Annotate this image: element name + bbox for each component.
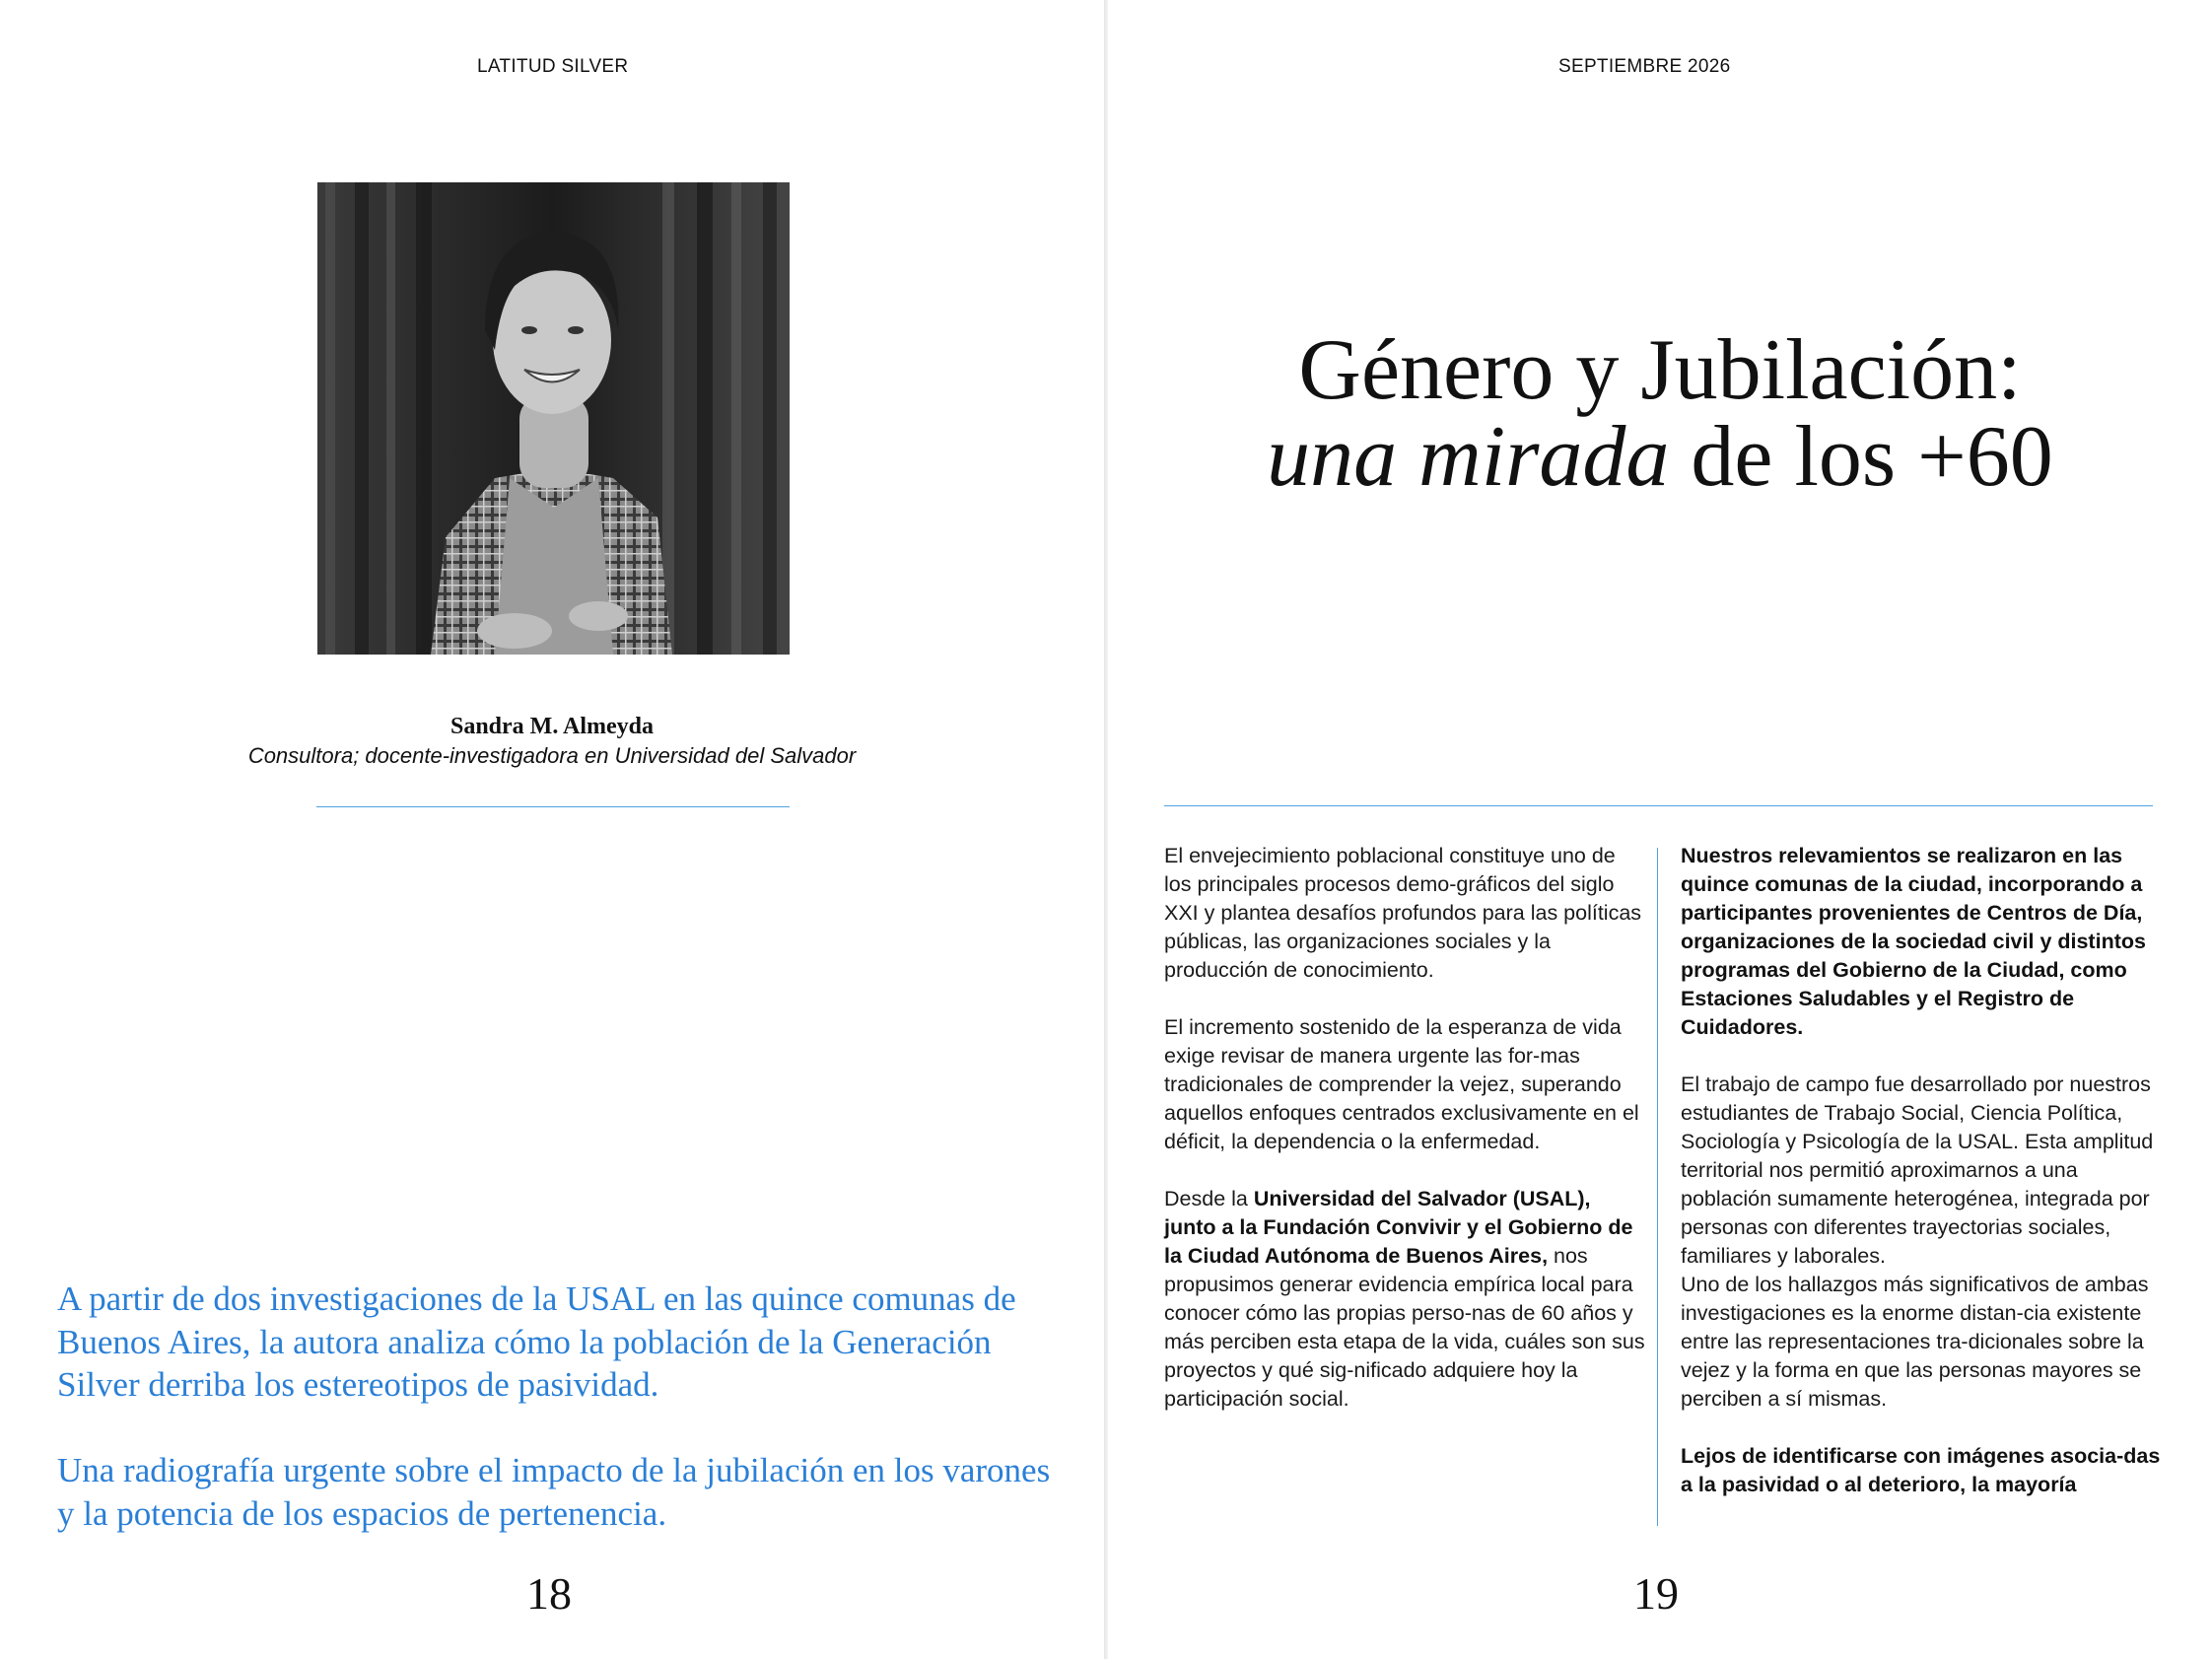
body-paragraph: El trabajo de campo fue desarrollado por nuestros estudiantes de Trabajo Social, Ciencia Política, Sociología y Psicología de la USAL. Esta amplitud territorial nos permitió aproximarnos a una población sumamente heterogénea, integrada por personas con diferentes trayectorias sociales, familiares y laborales.: [1681, 1072, 2154, 1268]
body-paragraph: [1681, 842, 2164, 1042]
text-span: Desde la: [1164, 1187, 1254, 1210]
bold-text: Lejos de identificarse con imágenes asocia-das a la pasividad o al deterioro, la mayoría: [1681, 1444, 2161, 1496]
intro-paragraph: A partir de dos investigaciones de la USAL en las quince comunas de Buenos Aires, la autora analiza cómo la población de la Generación Silver derriba los estereotipos de pasividad.: [57, 1279, 1016, 1404]
bold-text: Nuestros relevamientos se realizaron en las quince comunas de la ciudad, incorporando a participantes provenientes de Centros de Día, organizaciones de la sociedad civil y distintos programas del Gobierno de la Ciudad, como Estaciones Saludables y el Registro de Cuidadores.: [1681, 844, 2146, 1039]
title-line-2: [1108, 409, 2212, 505]
right-page: [1108, 0, 2212, 1659]
column-divider: [1657, 848, 1658, 1526]
text-span: nos propusimos generar evidencia empírica local para conocer cómo las propias perso-nas de 60 años y más perciben esta etapa de la vida, cuáles son sus proyectos y qué sig-nificado adquiere hoy la participación social.: [1164, 1244, 1645, 1411]
body-paragraph: El envejecimiento poblacional constituye uno de los principales procesos demo-gráficos del siglo XXI y plantea desafíos profundos para las políticas públicas, las organizaciones sociales y la producción de conocimiento.: [1164, 844, 1642, 982]
running-head-left: LATITUD SILVER: [477, 56, 629, 77]
body-paragraph: El incremento sostenido de la esperanza de vida exige revisar de manera urgente las for-mas tradicionales de comprender la vejez, superando aquellos enfoques centrados exclusivamente en el déficit, la dependencia o la enfermedad.: [1164, 1015, 1639, 1153]
page-number: 18: [526, 1568, 572, 1619]
title-italic-part: una mirada: [1267, 409, 1670, 505]
body-column-1: [1164, 842, 1647, 1414]
intro-paragraph: Una radiografía urgente sobre el impacto de la jubilación en los varones y la potencia de los espacios de pertenencia.: [57, 1451, 1051, 1533]
bold-text: Universidad del Salvador (USAL), junto a la Fundación Convivir y el Gobierno de la Ciudad Autónoma de Buenos Aires,: [1164, 1187, 1633, 1268]
divider-rule: [1164, 805, 2153, 806]
divider-rule: [316, 806, 790, 807]
article-title: [1108, 322, 2212, 505]
body-paragraph: [1164, 1185, 1647, 1414]
author-role: Consultora; docente-investigadora en Universidad del Salvador: [247, 743, 857, 768]
running-head-right: SEPTIEMBRE 2026: [1558, 56, 1731, 77]
body-paragraph: [1681, 1442, 2164, 1499]
body-paragraph: Uno de los hallazgos más significativos de ambas investigaciones es la enorme distan-cia existente entre las representaciones tra-dicionales sobre la vejez y la forma en que las personas mayores se perciben a sí mismas.: [1681, 1273, 2149, 1411]
author-photo: [317, 182, 790, 655]
title-line-1: Género y Jubilación:: [1298, 322, 2022, 418]
page-number: 19: [1633, 1568, 1679, 1619]
title-rest: de los +60: [1669, 409, 2053, 505]
left-page: [0, 0, 1104, 1659]
body-column-2: [1681, 842, 2164, 1499]
author-name: Sandra M. Almeyda: [449, 714, 654, 739]
